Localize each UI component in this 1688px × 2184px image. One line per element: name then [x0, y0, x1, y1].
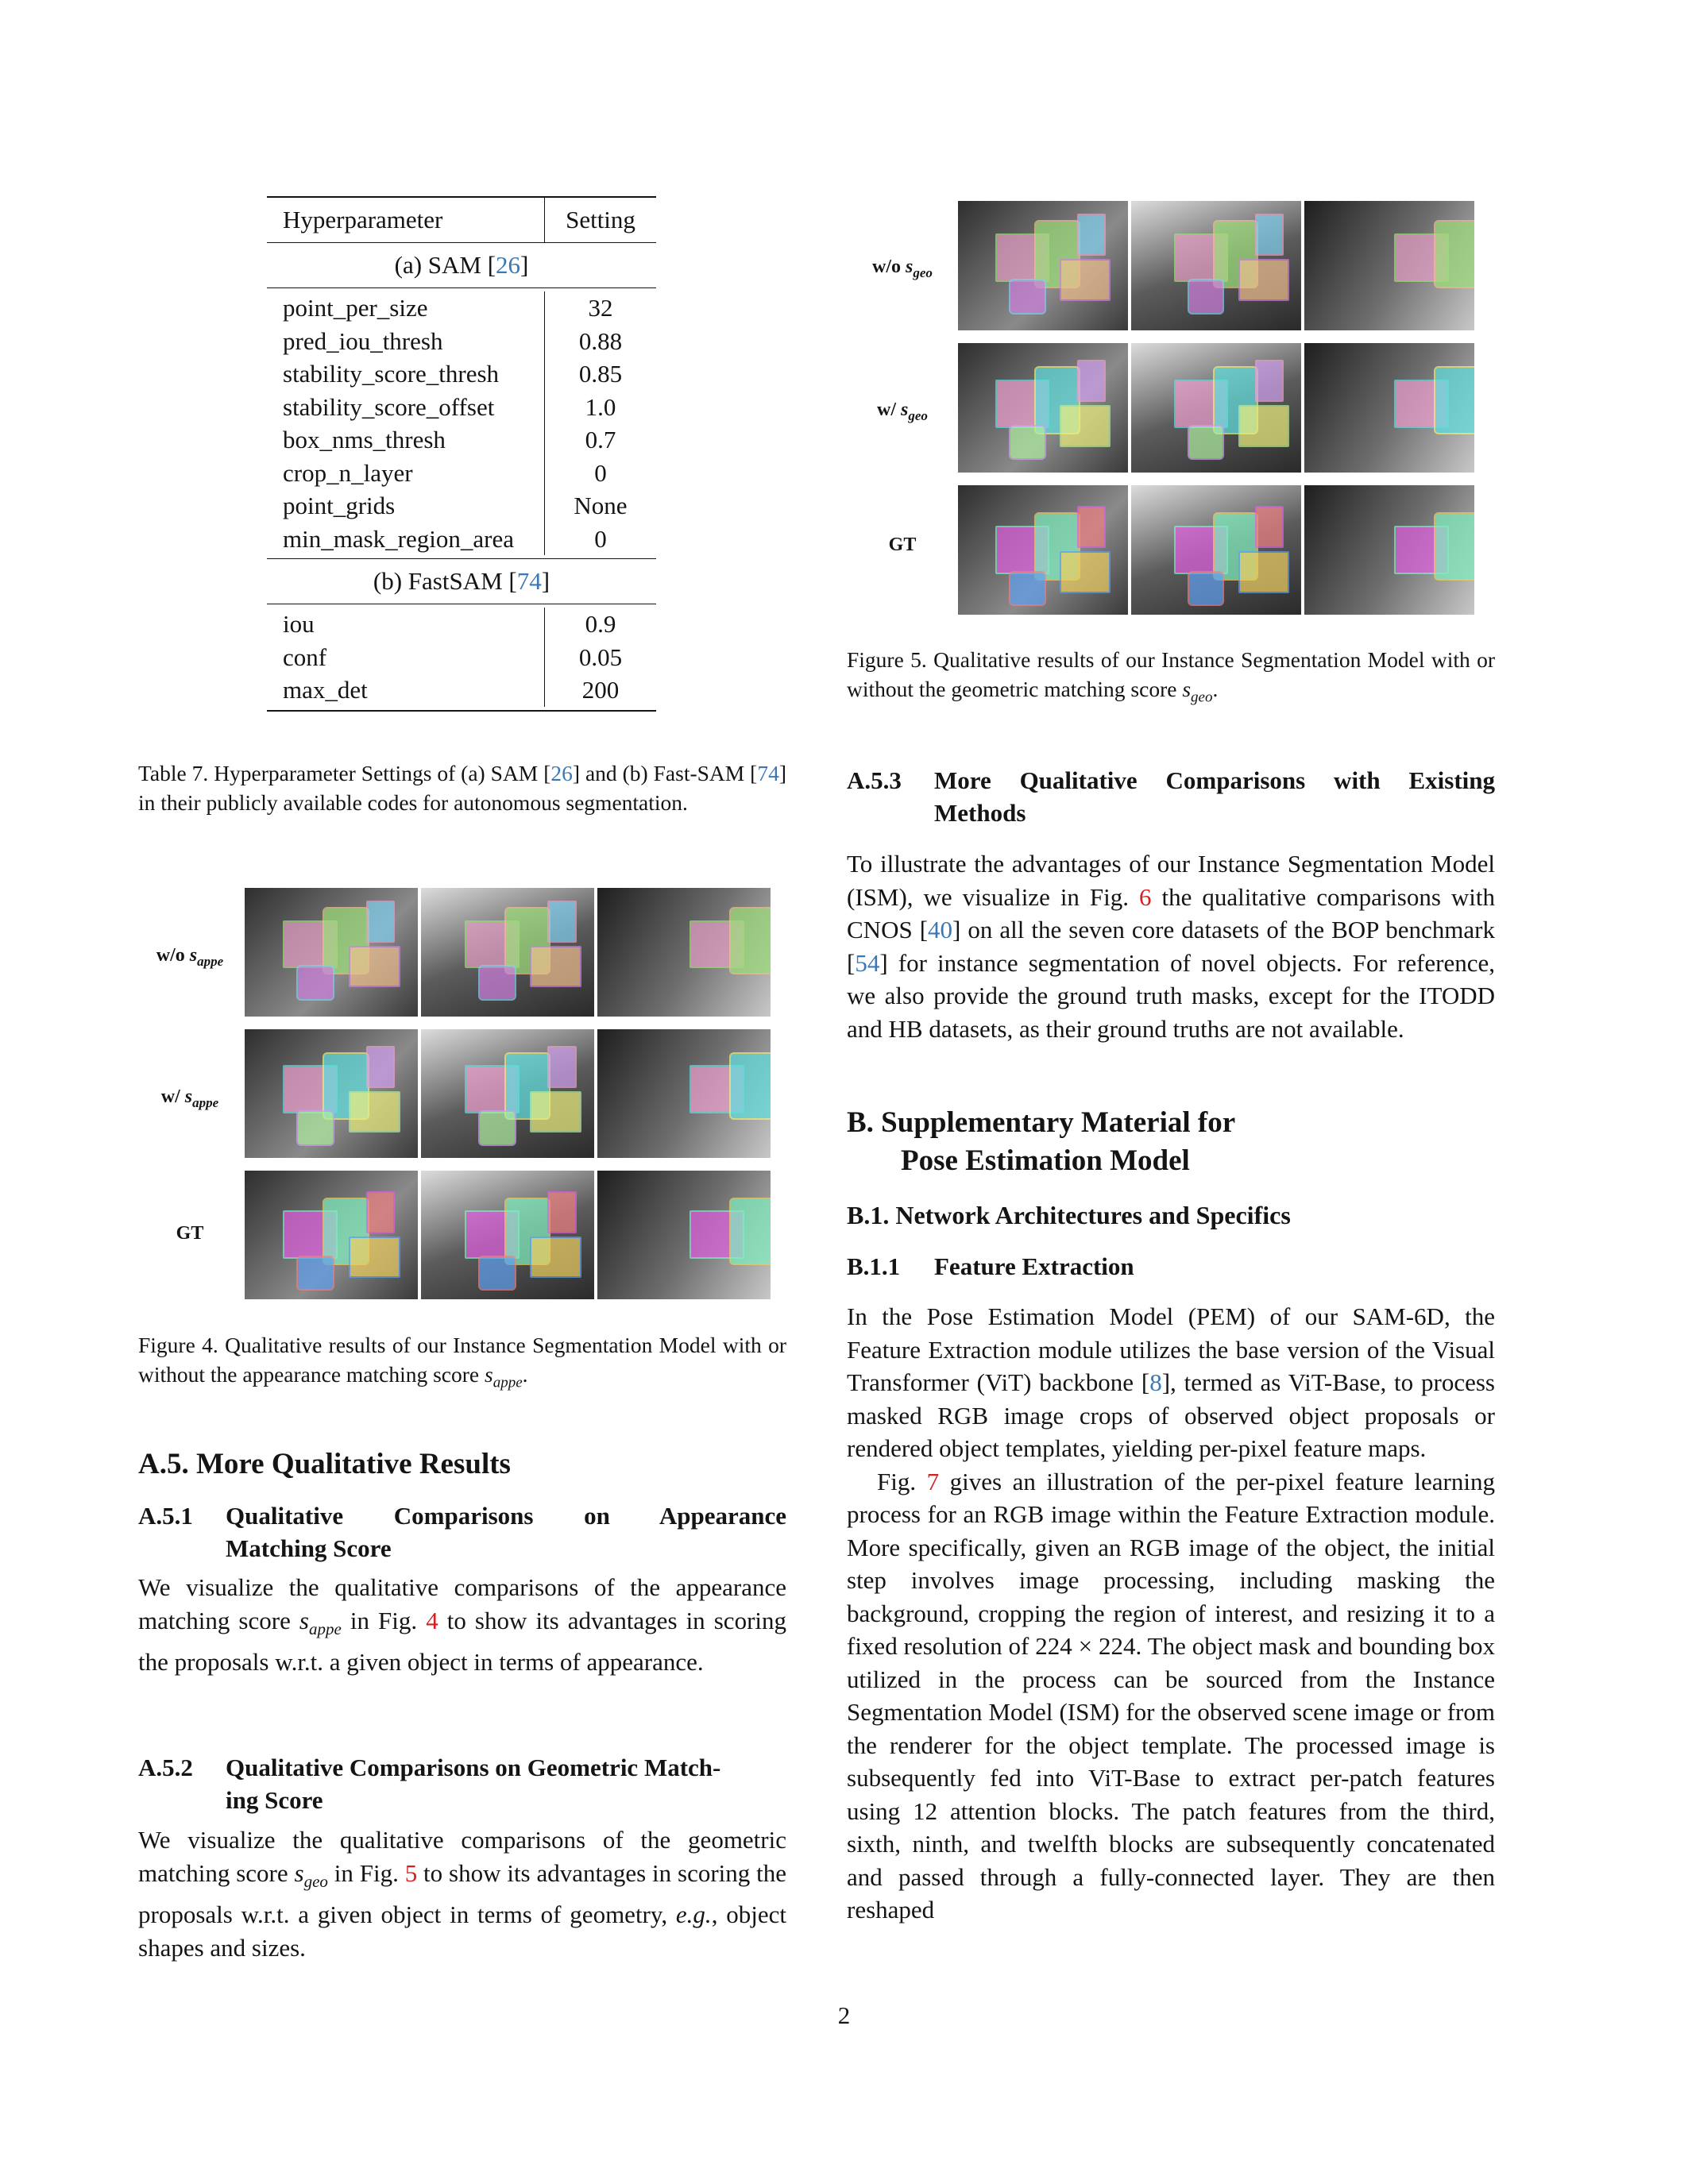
subsection-a52-title: A.5.2 Qualitative Comparisons on Geometric Match- ing Score	[138, 1754, 721, 1814]
segmentation-mask	[1188, 571, 1225, 607]
table-row	[267, 457, 656, 490]
figure-4	[138, 888, 786, 1307]
table-row	[267, 391, 656, 424]
table-bottom-rule	[267, 710, 656, 712]
fig5-row-label: GT	[888, 534, 917, 555]
table-row	[267, 673, 656, 707]
segmentation-mask	[1009, 279, 1046, 314]
segmentation-mask	[1009, 425, 1046, 461]
segmentation-mask	[349, 1091, 400, 1133]
a52-paragraph: We visualize the qualitative comparisons of the geometric matching score $s_{geo}$ in Fig. 5 to show its advantages in scoring the proposals w.r.t. a given object in terms of geometry, e.g., object shapes and sizes.	[138, 1826, 787, 1962]
param-value: None	[574, 492, 628, 519]
param-value: 0.05	[578, 642, 623, 671]
a51-paragraph: We visualize the qualitative comparisons of the appearance matching score $s_{appe}$ in Fig. 4 to show its advantages in scoring the proposals w.r.t. a given object in terms of appearance.	[138, 1573, 787, 1677]
citation-link[interactable]: 74	[516, 567, 542, 595]
fig5-image	[958, 201, 1128, 330]
segmentation-mask	[478, 1256, 516, 1291]
fig5-image	[1304, 485, 1474, 615]
citation-link[interactable]: 40	[928, 916, 953, 943]
param-value: 0	[594, 524, 607, 553]
param-name: point_per_size	[267, 291, 545, 325]
segmentation-mask	[530, 1237, 581, 1279]
table-row	[267, 423, 656, 457]
fig4-row-label: GT	[176, 1223, 204, 1244]
param-name: pred_iou_thresh	[267, 325, 545, 358]
subsection-a51-title: A.5.1 Qualitative Comparisons on Appearance Matching Score	[138, 1502, 786, 1562]
fig5-image	[1131, 343, 1301, 473]
segmentation-mask	[1255, 214, 1284, 256]
segmentation-mask	[1255, 360, 1284, 402]
segmentation-mask	[1060, 405, 1111, 447]
section-b1-title: B.1. Network Architectures and Specifics	[847, 1201, 1291, 1229]
segmentation-mask	[1434, 366, 1474, 434]
param-value: 0	[594, 458, 607, 487]
fig5-image	[1131, 485, 1301, 615]
table-rows-sam	[267, 288, 656, 558]
segmentation-mask	[478, 965, 516, 1001]
header-hyperparameter: Hyperparameter	[267, 198, 545, 242]
table-section-sam: (a) SAM [26]	[394, 251, 529, 279]
segmentation-mask	[1077, 506, 1106, 548]
table-header-row	[267, 198, 656, 242]
segmentation-mask	[366, 901, 396, 943]
param-value: 0.7	[585, 426, 616, 453]
fig5-image	[1131, 201, 1301, 330]
param-name: point_grids	[267, 489, 545, 523]
fig4-image	[597, 1029, 771, 1158]
table-row	[267, 523, 656, 556]
fig5-image	[958, 485, 1128, 615]
citation-link[interactable]: 26	[496, 251, 521, 279]
segmentation-mask	[349, 1237, 400, 1279]
fig5-image	[1304, 343, 1474, 473]
segmentation-mask	[1009, 571, 1046, 607]
fig4-image	[245, 888, 418, 1017]
segmentation-mask	[296, 1256, 334, 1291]
segmentation-mask	[1077, 360, 1106, 402]
param-name: box_nms_thresh	[267, 423, 545, 457]
segmentation-mask	[296, 965, 334, 1001]
table-row	[267, 641, 656, 674]
section-b-title: B. Supplementary Material for Pose Estimation Model	[847, 1106, 1236, 1177]
figure-link[interactable]: 6	[1139, 882, 1152, 911]
citation-link[interactable]: 26	[550, 761, 573, 785]
fig5-image-grid	[958, 201, 1474, 627]
fig5-image	[1304, 201, 1474, 330]
param-value: 1.0	[585, 392, 616, 421]
a53-paragraph: To illustrate the advantages of our Instance Segmentation Model (ISM), we visualize in Fig. 6 the qualitative comparisons with CNOS [40] on all the seven core datasets of the BOP benchmark [54] for instance segmentation of novel objects. For reference, we also provide the ground truth masks, except for the ITODD and HB datasets, as their ground truths are not available.	[847, 850, 1495, 1043]
fig4-row-label: w/ $s_{appe}$	[160, 1086, 219, 1110]
table-row	[267, 489, 656, 523]
param-name: iou	[267, 608, 545, 641]
fig5-row-label: w/ $s_{geo}$	[877, 399, 928, 423]
fig4-image	[421, 1029, 594, 1158]
segmentation-mask	[1060, 551, 1111, 593]
fig4-image	[421, 1171, 594, 1299]
param-name: min_mask_region_area	[267, 523, 545, 556]
fig5-image	[958, 343, 1128, 473]
table-section-fastsam: (b) FastSAM [74]	[373, 567, 550, 595]
segmentation-mask	[478, 1110, 516, 1146]
fig4-image	[597, 1171, 771, 1299]
table-7-caption: Table 7. Hyperparameter Settings of (a) SAM [26] and (b) Fast-SAM [74] in their publicly available codes for autonomous segmentation.	[138, 761, 786, 815]
fig4-row-label: w/o $s_{appe}$	[156, 945, 224, 969]
param-name: stability_score_thresh	[267, 357, 545, 391]
segmentation-mask	[1060, 259, 1111, 301]
fig4-image	[245, 1171, 418, 1299]
fig5-row-label: w/o $s_{geo}$	[872, 257, 933, 280]
figure-link[interactable]: 4	[426, 1606, 438, 1634]
segmentation-mask	[1434, 512, 1474, 581]
segmentation-mask	[349, 946, 400, 988]
segmentation-mask	[1255, 506, 1284, 548]
param-name: stability_score_offset	[267, 391, 545, 424]
segmentation-mask	[1434, 220, 1474, 288]
citation-link[interactable]: 8	[1149, 1368, 1162, 1396]
segmentation-mask	[1238, 405, 1289, 447]
segmentation-mask	[1077, 214, 1106, 256]
segmentation-mask	[1188, 425, 1225, 461]
fig4-image	[421, 888, 594, 1017]
figure-link[interactable]: 7	[926, 1467, 940, 1495]
segmentation-mask	[366, 1191, 396, 1233]
segmentation-mask	[1188, 279, 1225, 314]
fig4-image	[245, 1029, 418, 1158]
segmentation-mask	[729, 1052, 771, 1120]
segmentation-mask	[530, 946, 581, 988]
param-name: crop_n_layer	[267, 457, 545, 490]
segmentation-mask	[729, 907, 771, 974]
table-rows-fastsam	[267, 604, 656, 710]
segmentation-mask	[296, 1110, 334, 1146]
param-value: 0.9	[585, 610, 616, 638]
param-value: 0.88	[578, 326, 623, 355]
table-row	[267, 325, 656, 358]
segmentation-mask	[547, 901, 577, 943]
segmentation-mask	[729, 1198, 771, 1265]
param-value: 32	[588, 294, 613, 322]
table-row	[267, 608, 656, 641]
segmentation-mask	[530, 1091, 581, 1133]
param-name: conf	[267, 641, 545, 674]
segmentation-mask	[1238, 259, 1289, 301]
table-row	[267, 357, 656, 391]
b11-paragraphs: In the Pose Estimation Model (PEM) of our SAM-6D, the Feature Extraction module utilizes the base version of the Visual Transformer (ViT) backbone [8], termed as ViT-Base, to process masked RGB image crops of observed object proposals or rendered object templates, yielding per-pixel feature maps. Fig. 7 gives an illustration of the per-pixel feature learning process for an RGB image within the Feature Extraction module. More specifically, given an RGB image of the object, the initial step involves image processing, including masking the background, cropping the region of interest, and resizing it to a fixed resolution of 224 × 224. The object mask and bounding box utilized in the process can be sourced from the Instance Segmentation Model (ISM) for the observed scene image or from the renderer for the object template. The processed image is subsequently fed into ViT-Base to extract per-patch features using 12 attention blocks. The patch features from the third, sixth, ninth, and twelfth blocks are subsequently concatenated and passed through a fully-connected layer. They are then reshaped	[847, 1302, 1495, 1924]
fig4-image	[597, 888, 771, 1017]
page-number: 2	[837, 2001, 851, 2029]
param-value: 0.85	[578, 360, 623, 388]
figure-5	[847, 201, 1498, 622]
figure-5-caption: Figure 5. Qualitative results of our Instance Segmentation Model with or without the geometric matching score $s_{geo}$.	[847, 647, 1495, 706]
figure-link[interactable]: 5	[404, 1858, 418, 1887]
param-name: max_det	[267, 673, 545, 707]
section-a5-title: A.5. More Qualitative Results	[138, 1448, 511, 1480]
fig4-image-grid	[245, 888, 771, 1312]
segmentation-mask	[366, 1046, 396, 1088]
subsection-b11-title: B.1.1 Feature Extraction	[847, 1252, 1134, 1280]
header-setting: Setting	[566, 206, 635, 233]
table-7	[267, 196, 656, 712]
citation-link[interactable]: 54	[855, 948, 880, 977]
table-row	[267, 291, 656, 325]
figure-4-caption: Figure 4. Qualitative results of our Instance Segmentation Model with or without the appearance matching score $s_{appe}$.	[138, 1333, 786, 1391]
param-value: 200	[581, 676, 620, 704]
citation-link[interactable]: 74	[757, 761, 779, 785]
segmentation-mask	[1238, 551, 1289, 593]
subsection-a53-title: A.5.3 More Qualitative Comparisons with Existing Methods	[847, 766, 1495, 827]
segmentation-mask	[547, 1191, 577, 1233]
segmentation-mask	[547, 1046, 577, 1088]
